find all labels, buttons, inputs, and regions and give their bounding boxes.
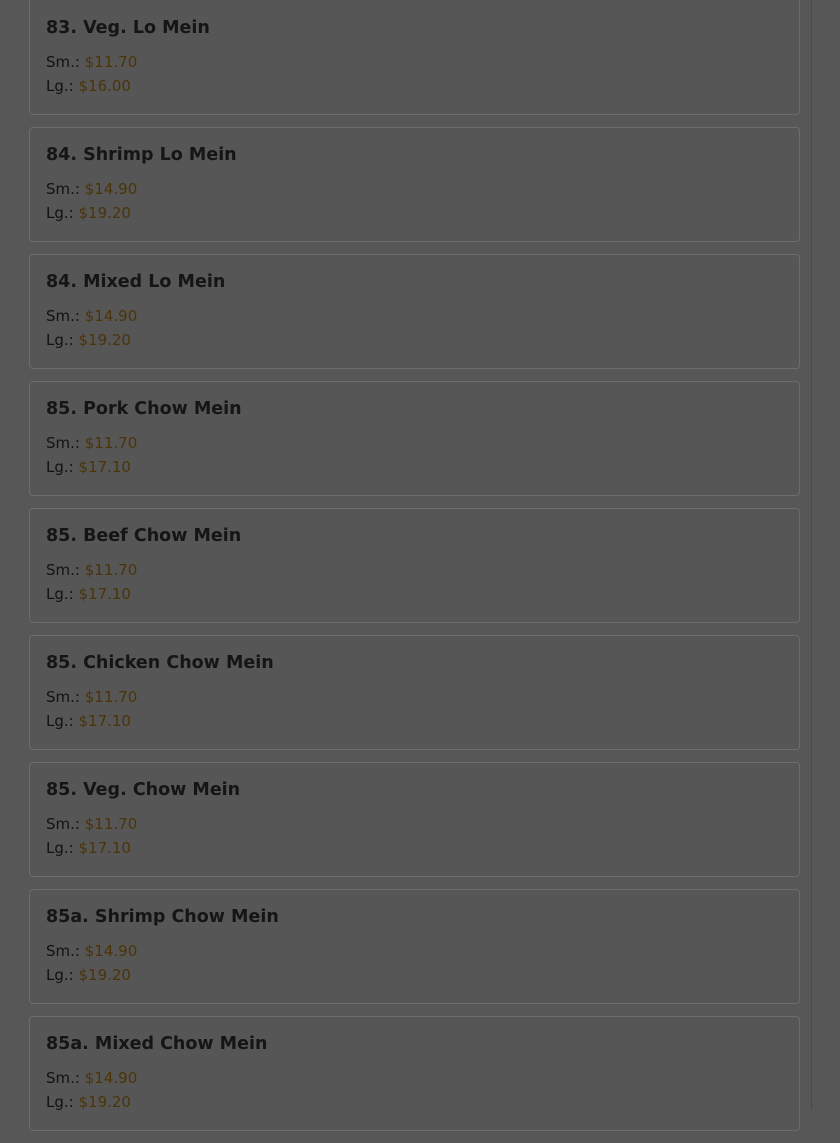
menu-item-card[interactable] <box>29 381 800 496</box>
menu-item-card[interactable] <box>29 508 800 623</box>
menu-item-list <box>29 0 800 1143</box>
menu-item-name: 85. Chicken Chow Mein <box>46 653 274 673</box>
menu-item-card[interactable] <box>29 762 800 877</box>
large-price-value: $17.10 <box>78 458 131 476</box>
large-price-line <box>46 457 131 477</box>
large-price-line <box>46 203 131 223</box>
large-price-label: Lg.: <box>46 966 74 984</box>
small-price-label: Sm.: <box>46 688 80 706</box>
small-price-value: $11.70 <box>84 434 138 452</box>
small-price-value: $11.70 <box>84 53 138 71</box>
large-price-label: Lg.: <box>46 1093 74 1111</box>
large-price-line <box>46 76 131 96</box>
menu-item-card[interactable] <box>29 254 800 369</box>
small-price-value: $11.70 <box>84 815 138 833</box>
large-price-line <box>46 711 131 731</box>
small-price-line <box>46 433 137 453</box>
large-price-line <box>46 838 131 858</box>
large-price-line <box>46 965 131 985</box>
small-price-label: Sm.: <box>46 561 80 579</box>
large-price-value: $17.10 <box>78 712 131 730</box>
menu-item-card[interactable] <box>29 1016 800 1131</box>
large-price-label: Lg.: <box>46 204 74 222</box>
large-price-label: Lg.: <box>46 712 74 730</box>
large-price-line <box>46 1092 131 1112</box>
small-price-line <box>46 560 137 580</box>
small-price-value: $14.90 <box>84 307 138 325</box>
menu-item-name: 85a. Mixed Chow Mein <box>46 1034 268 1054</box>
small-price-value: $11.70 <box>84 688 138 706</box>
menu-item-name: 83. Veg. Lo Mein <box>46 18 210 38</box>
small-price-line <box>46 1068 137 1088</box>
menu-item-card[interactable] <box>29 127 800 242</box>
large-price-value: $19.20 <box>78 331 131 349</box>
small-price-value: $14.90 <box>84 942 138 960</box>
small-price-line <box>46 687 137 707</box>
menu-item-card[interactable] <box>29 889 800 1004</box>
small-price-label: Sm.: <box>46 180 80 198</box>
small-price-line <box>46 52 137 72</box>
large-price-value: $19.20 <box>78 966 131 984</box>
menu-item-name: 84. Shrimp Lo Mein <box>46 145 237 165</box>
small-price-label: Sm.: <box>46 307 80 325</box>
small-price-label: Sm.: <box>46 815 80 833</box>
large-price-value: $17.10 <box>78 585 131 603</box>
small-price-label: Sm.: <box>46 1069 80 1087</box>
small-price-line <box>46 179 137 199</box>
menu-item-name: 85a. Shrimp Chow Mein <box>46 907 279 927</box>
small-price-line <box>46 306 137 326</box>
large-price-value: $19.20 <box>78 204 131 222</box>
menu-item-name: 84. Mixed Lo Mein <box>46 272 226 292</box>
large-price-label: Lg.: <box>46 458 74 476</box>
small-price-label: Sm.: <box>46 942 80 960</box>
small-price-label: Sm.: <box>46 53 80 71</box>
large-price-label: Lg.: <box>46 331 74 349</box>
menu-item-card[interactable] <box>29 635 800 750</box>
large-price-value: $16.00 <box>78 77 131 95</box>
large-price-line <box>46 584 131 604</box>
large-price-line <box>46 330 131 350</box>
small-price-value: $14.90 <box>84 180 138 198</box>
menu-item-name: 85. Pork Chow Mein <box>46 399 242 419</box>
menu-item-name: 85. Veg. Chow Mein <box>46 780 241 800</box>
small-price-label: Sm.: <box>46 434 80 452</box>
menu-item-name: 85. Beef Chow Mein <box>46 526 242 546</box>
small-price-line <box>46 941 137 961</box>
small-price-line <box>46 814 137 834</box>
menu-item-card[interactable] <box>29 0 800 115</box>
large-price-value: $19.20 <box>78 1093 131 1111</box>
small-price-value: $11.70 <box>84 561 138 579</box>
page-scroll-edge <box>811 0 840 1109</box>
large-price-label: Lg.: <box>46 585 74 603</box>
large-price-value: $17.10 <box>78 839 131 857</box>
large-price-label: Lg.: <box>46 77 74 95</box>
large-price-label: Lg.: <box>46 839 74 857</box>
small-price-value: $14.90 <box>84 1069 138 1087</box>
